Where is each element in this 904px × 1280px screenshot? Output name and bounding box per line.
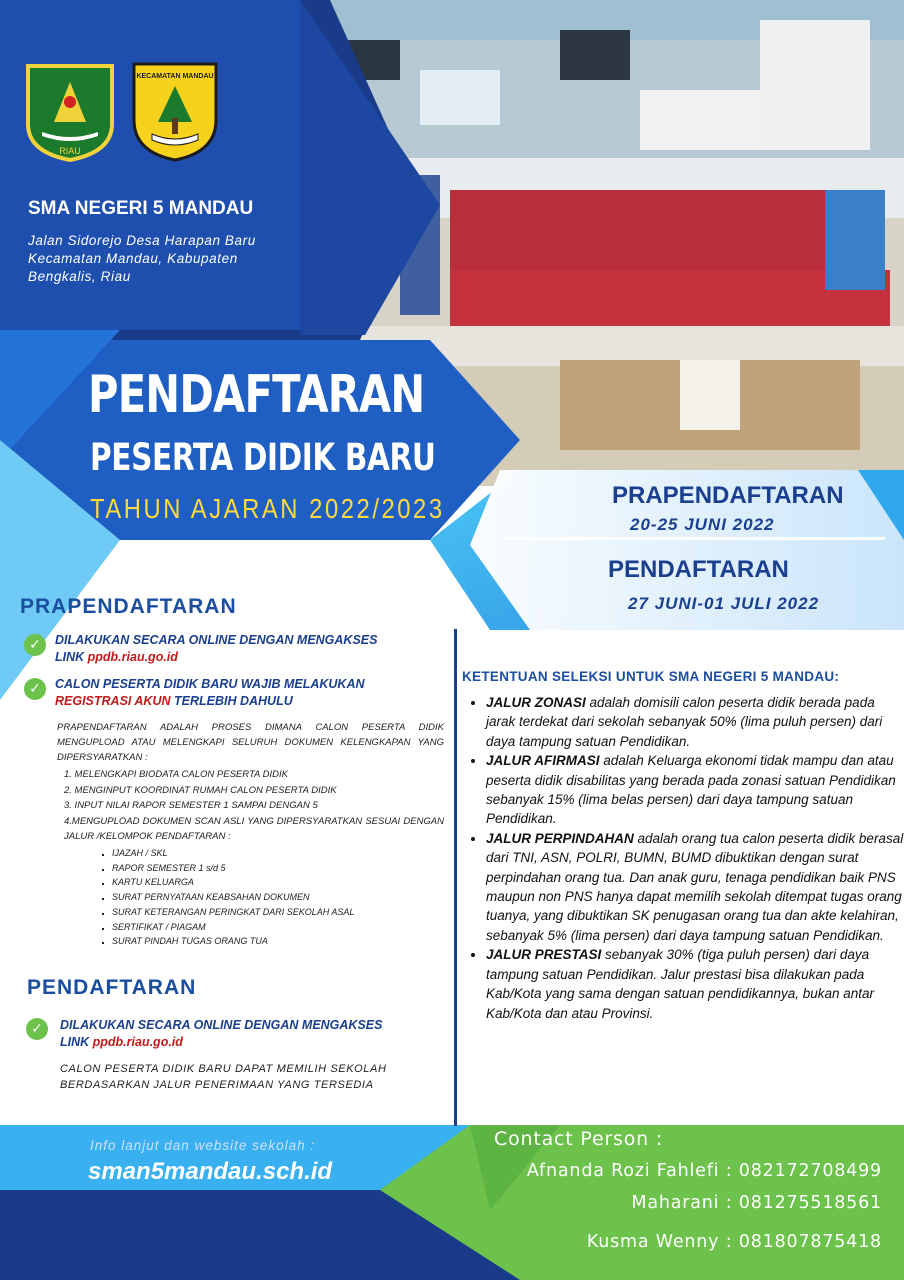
- ketentuan-title: KETENTUAN SELEKSI UNTUK SMA NEGERI 5 MANDAU:: [462, 669, 840, 684]
- contact-phone[interactable]: : 081807875418: [725, 1232, 882, 1252]
- svg-text:RIAU: RIAU: [59, 146, 81, 156]
- section-title-pendaftaran: PENDAFTARAN: [27, 976, 197, 999]
- document-item: ▪ SURAT KETERANGAN PERINGKAT DARI SEKOLAH ASAL: [112, 905, 442, 920]
- check-icon: ✓: [26, 1018, 48, 1040]
- prapendaftaran-item-registrasi: CALON PESERTA DIDIK BARU WAJIB MELAKUKAN REGISTRASI AKUN TERLEBIH DAHULU: [55, 677, 365, 708]
- address-line: Bengkalis, Riau: [28, 269, 131, 284]
- pendaftaran-item-online: DILAKUKAN SECARA ONLINE DENGAN MENGAKSES LINK ppdb.riau.go.id: [60, 1018, 383, 1049]
- kecamatan-mandau-logo: [130, 60, 220, 164]
- address-line: Jalan Sidorejo Desa Harapan Baru: [28, 233, 256, 248]
- address-line: Kecamatan Mandau, Kabupaten: [28, 251, 238, 266]
- school-name: SMA NEGERI 5 MANDAU: [28, 198, 254, 219]
- schedule-pre-date: 20-25 JUNI 2022: [630, 515, 775, 534]
- school-address: [28, 232, 328, 286]
- document-item: ▪ KARTU KELUARGA: [112, 875, 442, 890]
- section-title-prapendaftaran: PRAPENDAFTARAN: [20, 595, 237, 618]
- ketentuan-list: [470, 693, 904, 1023]
- ketentuan-item-zonasi: • JALUR ZONASI adalah domisili calon peserta didik berada pada jarak terdekat dari sekolah sebanyak 50% (lima puluh persen) dari daya tampung satuan Pendidikan.: [486, 693, 904, 751]
- step-item: 1. MELENGKAPI BIODATA CALON PESERTA DIDIK: [64, 769, 289, 780]
- check-icon: ✓: [24, 678, 46, 700]
- document-item: ▪ SERTIFIKAT / PIAGAM: [112, 920, 442, 935]
- contact-row: [631, 1193, 882, 1213]
- contact-title: Contact Person :: [494, 1128, 664, 1150]
- document-list: [98, 846, 442, 949]
- pendaftaran-description: CALON PESERTA DIDIK BARU DAPAT MEMILIH SEKOLAH BERDASARKAN JALUR PENERIMAAN YANG TERSEDIA: [60, 1063, 387, 1091]
- prapendaftaran-steps: [64, 767, 444, 814]
- poster-title: PENDAFTARAN: [88, 365, 425, 425]
- document-item: ▪ IJAZAH / SKL: [112, 846, 442, 861]
- contact-name: Afnanda Rozi Fahlefi: [526, 1161, 720, 1181]
- ketentuan-item-prestasi: • JALUR PRESTASI sebanyak 30% (tiga puluh persen) dari daya tampung satuan Pendidikan. Jalur prestasi bisa dilakukan pada Kab/Kota yang sama dengan satuan pendidikannya, bukan antar Kab/Kota dan atau Provinsi.: [486, 945, 904, 1023]
- photo-classroom-computers: [330, 0, 904, 158]
- contact-name: Maharani: [631, 1193, 720, 1213]
- step-item-upload: 4.MENGUPLOAD DOKUMEN SCAN ASLI YANG DIPERSYARATKAN SESUAI DENGAN JALUR /KELOMPOK PENDAFTARAN :: [64, 816, 444, 842]
- check-icon: ✓: [24, 634, 46, 656]
- ppdb-link[interactable]: ppdb.riau.go.id: [87, 650, 178, 664]
- document-item: ▪ SURAT PERNYATAAN KEABSAHAN DOKUMEN: [112, 890, 442, 905]
- ppdb-link[interactable]: ppdb.riau.go.id: [92, 1035, 183, 1049]
- poster-subtitle: PESERTA DIDIK BARU: [90, 436, 436, 479]
- svg-text:KECAMATAN MANDAU: KECAMATAN MANDAU: [136, 73, 214, 80]
- contact-row: [587, 1232, 882, 1252]
- contact-phone[interactable]: : 081275518561: [725, 1193, 882, 1213]
- academic-year: TAHUN AJARAN 2022/2023: [90, 493, 445, 524]
- prapendaftaran-description: PRAPENDAFTARAN ADALAH PROSES DIMANA CALON PESERTA DIDIK MENGUPLOAD ATAU MELENGKAPI SELURUH DOKUMEN KELENGKAPAN YANG DIPERSYARATKAN :: [57, 722, 444, 763]
- step-item: 3. INPUT NILAI RAPOR SEMESTER 1 SAMPAI DENGAN 5: [64, 800, 318, 811]
- contact-row: [527, 1161, 882, 1181]
- ketentuan-item-afirmasi: • JALUR AFIRMASI adalah Keluarga ekonomi tidak mampu dan atau peserta didik disabilitas yang berada pada zonasi satuan Pendidikan sebanyak 15% (lima belas persen) dari daya tampung satuan Pendidikan.: [486, 751, 904, 829]
- contact-phone[interactable]: : 082172708499: [725, 1161, 882, 1181]
- step-item: 2. MENGINPUT KOORDINAT RUMAH CALON PESERTA DIDIK: [64, 784, 337, 796]
- document-item: ▪ RAPOR SEMESTER 1 s/d 5: [112, 861, 442, 876]
- contact-name: Kusma Wenny: [586, 1232, 720, 1252]
- school-website-link[interactable]: sman5mandau.sch.id: [88, 1158, 333, 1185]
- column-divider: [454, 629, 457, 1126]
- photo-volleyball-team: [360, 158, 904, 326]
- schedule-reg-label: PENDAFTARAN: [608, 556, 789, 583]
- ketentuan-item-perpindahan: • JALUR PERPINDAHAN adalah orang tua calon peserta didik berasal dari TNI, ASN, POLRI, BUMN, BUMD dibuktikan dengan surat perpindahan orang tua. Dan anak guru, tenaga pendidikan baik PNS maupun non PNS hanya dapat memilih sekolah ditempat tugas orang tuanya, yang dibuktikan SK penugasan orang tua dan akte kelahiran, sebanyak 5% (lima persen) dari daya tampung satuan Pendidikan.: [486, 829, 904, 945]
- schedule-reg-date: 27 JUNI-01 JULI 2022: [628, 594, 820, 613]
- schedule-pre-label: PRAPENDAFTARAN: [612, 482, 844, 509]
- info-label: Info lanjut dan website sekolah :: [90, 1138, 316, 1153]
- riau-province-logo: [24, 62, 116, 162]
- document-item: ▪ SURAT PINDAH TUGAS ORANG TUA: [112, 934, 442, 949]
- prapendaftaran-item-online: DILAKUKAN SECARA ONLINE DENGAN MENGAKSES LINK ppdb.riau.go.id: [55, 633, 378, 664]
